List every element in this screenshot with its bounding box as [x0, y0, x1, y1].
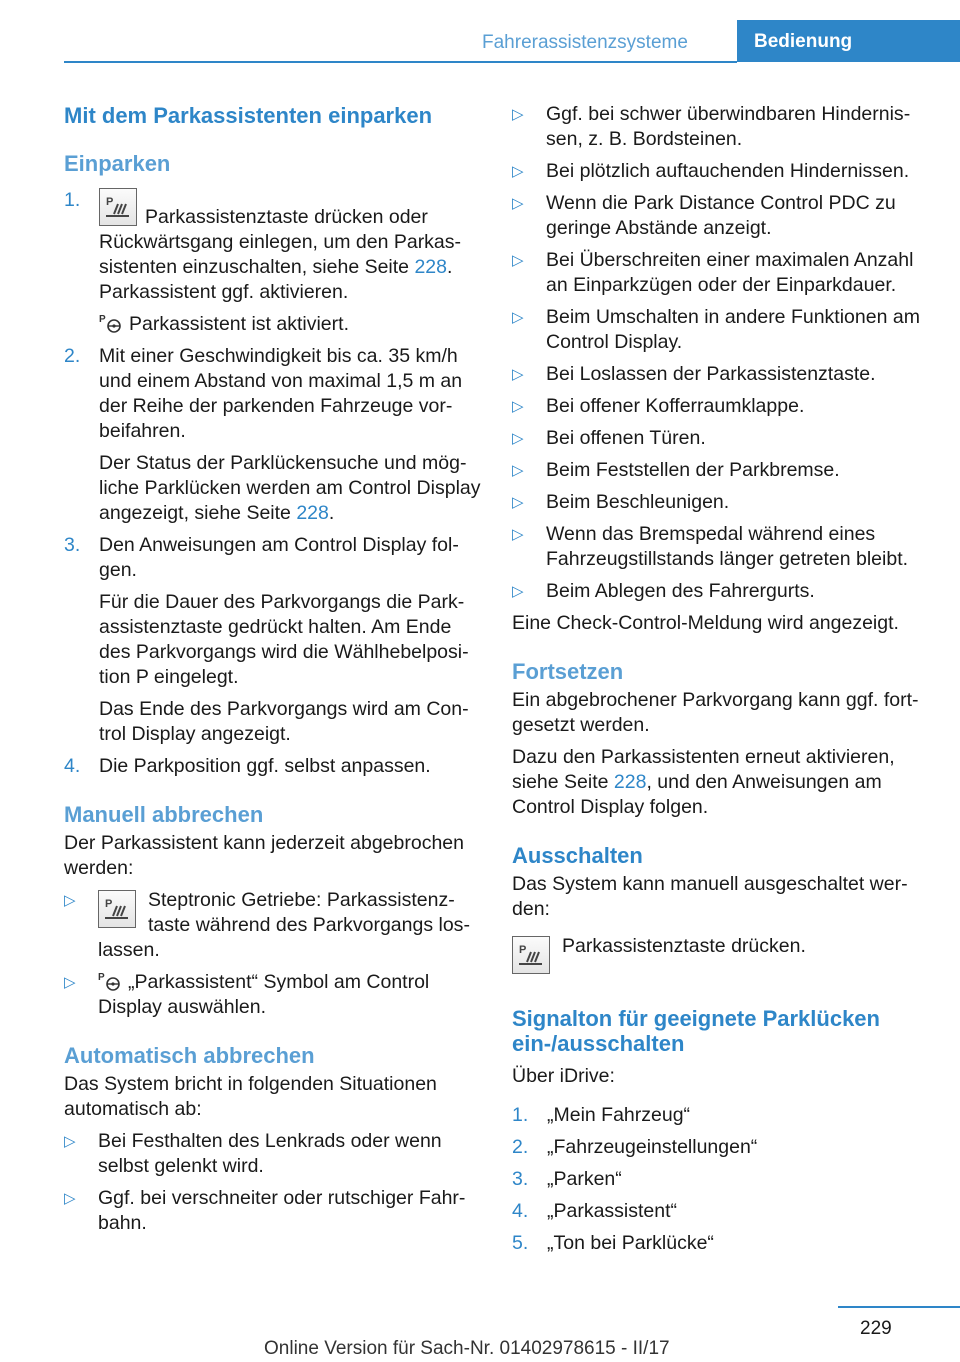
step-3 — [64, 533, 482, 747]
triangle-bullet-icon: ▷ — [64, 1190, 76, 1207]
list-item — [512, 305, 932, 355]
step-text: Parkassistenztaste drücken oder Rückwärtsgang einlegen, um den Parkassistenten einzuschalten, siehe Seite — [99, 206, 462, 278]
ausschalten-heading: Ausschalten — [512, 843, 643, 868]
park-assistant-symbol-icon — [98, 970, 122, 992]
check-control-text: Eine Check-Control-Meldung wird angezeigt. — [512, 612, 899, 634]
triangle-bullet-icon: ▷ — [512, 163, 524, 180]
ausschalten-text: Das System kann manuell ausgeschaltet werden: — [512, 873, 908, 920]
page-link[interactable]: 228 — [414, 256, 447, 278]
step-text: „Parken“ — [547, 1168, 622, 1190]
triangle-bullet-icon: ▷ — [512, 462, 524, 479]
list-item — [512, 1199, 932, 1224]
bullet-text: Beim Ablegen des Fahrergurts. — [546, 580, 815, 602]
triangle-bullet-icon: ▷ — [64, 1133, 76, 1150]
step-number: 2. — [64, 345, 81, 367]
paragraph-text: Dazu den Parkassistenten erneut aktivieren, siehe Seite — [512, 746, 895, 793]
step-sub: Für die Dauer des Parkvorgangs die Parkassistenztaste gedrückt halten. Am Ende des Parkvorgangs wird die Wählhebelposition P eingelegt. — [99, 591, 469, 688]
park-assistant-button-icon — [99, 188, 137, 226]
footer-rule — [838, 1306, 960, 1308]
list-item — [512, 1167, 932, 1192]
step-4 — [64, 754, 482, 779]
left-column — [64, 102, 482, 1243]
manuell-heading: Manuell abbrechen — [64, 802, 264, 827]
list-item — [512, 490, 932, 515]
list-item — [512, 426, 932, 451]
running-header-section: Fahrerassistenzsysteme — [482, 32, 688, 53]
step-sub-text: Parkassistent ist aktiviert. — [129, 313, 349, 335]
triangle-bullet-icon: ▷ — [512, 583, 524, 600]
fortsetzen-text: Ein abgebrochener Parkvorgang kann ggf. fortgesetzt werden. — [512, 689, 919, 736]
step-2 — [64, 344, 482, 526]
park-assistant-button-icon — [512, 936, 550, 974]
step-text: „Fahrzeugeinstellungen“ — [547, 1136, 758, 1158]
page-number: 229 — [860, 1318, 892, 1339]
triangle-bullet-icon: ▷ — [512, 526, 524, 543]
step-number: 3. — [64, 534, 81, 556]
list-item — [512, 394, 932, 419]
step-number: 3. — [512, 1168, 529, 1190]
ausschalten-action — [512, 934, 932, 976]
park-assistant-button-icon — [98, 890, 136, 928]
step-number: 4. — [512, 1200, 529, 1222]
manuell-item-2 — [64, 970, 482, 1020]
right-column — [512, 102, 932, 1263]
triangle-bullet-icon: ▷ — [512, 430, 524, 447]
step-sub — [99, 312, 482, 337]
paragraph-text: , und den Anweisungen am Control Display folgen. — [512, 771, 882, 818]
step-text: Die Parkposition ggf. selbst anpassen. — [99, 755, 431, 777]
bullet-text: Bei Loslassen der Parkassistenztaste. — [546, 363, 876, 385]
bullet-text: Ggf. bei verschneiter oder rutschiger Fahrbahn. — [98, 1187, 466, 1234]
svg-text:P: P — [105, 898, 113, 910]
step-sub-text: . — [328, 502, 335, 524]
list-item — [512, 1135, 932, 1160]
list-item — [512, 191, 932, 241]
fortsetzen-text-2 — [512, 745, 932, 820]
step-text: Den Anweisungen am Control Display folgen. — [99, 534, 459, 581]
bullet-text: Wenn die Park Distance Control PDC zu geringe Abstände anzeigt. — [546, 192, 896, 239]
bullet-text: Bei plötzlich auftauchenden Hindernissen. — [546, 160, 910, 182]
step-text: Mit einer Geschwindigkeit bis ca. 35 km/h und einem Abstand von maximal 1,5 m an der Reihe der parkenden Fahrzeuge vorbeifahren. — [99, 345, 463, 442]
auto-item-2 — [64, 1186, 482, 1236]
triangle-bullet-icon: ▷ — [64, 892, 76, 909]
list-item — [512, 1231, 932, 1256]
list-item — [512, 522, 932, 572]
bullet-text: Beim Feststellen der Parkbremse. — [546, 459, 840, 481]
page-link[interactable]: 228 — [296, 502, 329, 524]
bullet-text: „Parkassistent“ Symbol am Control Display auswählen. — [98, 971, 430, 1018]
triangle-bullet-icon: ▷ — [512, 195, 524, 212]
step-sub: Das Ende des Parkvorgangs wird am Control Display angezeigt. — [99, 698, 469, 745]
manuell-item-1 — [64, 888, 482, 963]
step-sub-text: Der Status der Parklückensuche und mögliche Parklücken werden am Control Display angezeigt, siehe Seite — [99, 452, 481, 524]
step-number: 1. — [64, 189, 81, 211]
signalton-heading: Signalton für geeignete Parklücken ein-/ausschalten — [512, 1006, 880, 1056]
action-text: Parkassistenztaste drücken. — [562, 935, 806, 957]
section-title: Mit dem Parkassistenten einparken — [64, 103, 433, 128]
step-text: „Mein Fahrzeug“ — [547, 1104, 691, 1126]
bullet-text: Ggf. bei schwer überwindbaren Hindernissen, z. B. Bordsteinen. — [546, 103, 911, 150]
list-item — [512, 1103, 932, 1128]
auto-item-1 — [64, 1129, 482, 1179]
bullet-text: Bei Festhalten des Lenkrads oder wenn selbst gelenkt wird. — [98, 1130, 442, 1177]
idrive-steps — [512, 1103, 932, 1256]
auto-text: Das System bricht in folgenden Situationen automatisch ab: — [64, 1073, 437, 1120]
bullet-text: Bei offener Kofferraumklappe. — [546, 395, 805, 417]
step-number: 1. — [512, 1104, 529, 1126]
triangle-bullet-icon: ▷ — [512, 366, 524, 383]
step-number: 5. — [512, 1232, 529, 1254]
triangle-bullet-icon: ▷ — [64, 974, 76, 991]
running-header-tab: Bedienung — [737, 20, 960, 62]
einparken-heading: Einparken — [64, 151, 171, 176]
triangle-bullet-icon: ▷ — [512, 398, 524, 415]
list-item — [512, 579, 932, 604]
triangle-bullet-icon: ▷ — [512, 309, 524, 326]
list-item — [512, 362, 932, 387]
online-version-note: Online Version für Sach-Nr. 01402978615 - II/17 — [264, 1338, 670, 1359]
triangle-bullet-icon: ▷ — [512, 252, 524, 269]
bullet-text: Beim Beschleunigen. — [546, 491, 730, 513]
list-item — [512, 458, 932, 483]
list-item — [512, 102, 932, 152]
svg-text:P: P — [98, 972, 105, 983]
bullet-text: Bei Überschreiten einer maximalen Anzahl an Einparkzügen oder der Einparkdauer. — [546, 249, 914, 296]
step-number: 4. — [64, 755, 81, 777]
auto-heading: Automatisch abbrechen — [64, 1043, 315, 1068]
step-text: „Ton bei Parklücke“ — [547, 1232, 714, 1254]
bullet-text: Steptronic Getriebe: Parkassistenztaste während des Parkvorgangs loslassen. — [98, 889, 470, 961]
fortsetzen-heading: Fortsetzen — [512, 659, 624, 684]
list-item — [512, 159, 932, 184]
header-rule — [64, 61, 737, 63]
auto-abort-list — [512, 102, 932, 604]
step-1 — [64, 188, 482, 337]
svg-text:P: P — [519, 944, 527, 956]
bullet-text: Bei offenen Türen. — [546, 427, 706, 449]
triangle-bullet-icon: ▷ — [512, 494, 524, 511]
page-link[interactable]: 228 — [613, 771, 647, 793]
bullet-text: Beim Umschalten in andere Funktionen am Control Display. — [546, 306, 920, 353]
manuell-text: Der Parkassistent kann jederzeit abgebrochen werden: — [64, 832, 464, 879]
step-number: 2. — [512, 1136, 529, 1158]
triangle-bullet-icon: ▷ — [512, 106, 524, 123]
step-sub — [99, 451, 482, 526]
step-text: „Parkassistent“ — [547, 1200, 678, 1222]
svg-text:P: P — [106, 196, 114, 208]
list-item — [512, 248, 932, 298]
bullet-text: Wenn das Bremspedal während eines Fahrzeugstillstands länger getreten bleibt. — [546, 523, 909, 570]
idrive-intro: Über iDrive: — [512, 1065, 615, 1087]
svg-text:P: P — [99, 314, 106, 325]
step-text: . Parkassistent ggf. aktivieren. — [99, 256, 453, 303]
park-assistant-symbol-icon — [99, 312, 123, 334]
